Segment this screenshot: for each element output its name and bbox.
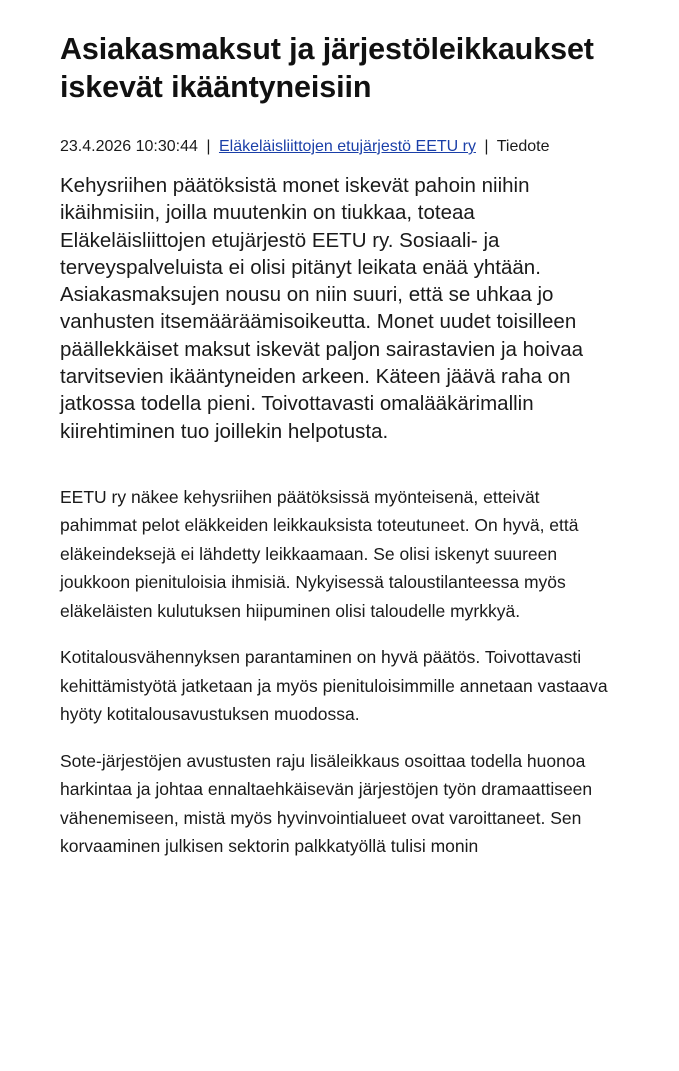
body-paragraph: Kotitalousvähennyksen parantaminen on hyvä päätös. Toivottavasti kehittämistyötä jatketaan ja myös pienituloisimmille annetaan vastaava hyöty kotitalousavustuksen muodossa. bbox=[60, 647, 608, 725]
body-paragraph: EETU ry näkee kehysriihen päätöksissä myönteisenä, etteivät pahimmat pelot eläkkeiden leikkauksista toteutuneet. On hyvä, että eläkeindeksejä ei lähdetty leikkaamaan. Se olisi iskenyt suureen joukkoon pienituloisia ihmisiä. Nykyisessä taloustilanteessa myös eläkeläisten kulutuksen hiipuminen olisi taloudelle myrkkyä. bbox=[60, 486, 579, 621]
meta-separator: | bbox=[484, 138, 489, 155]
article-meta bbox=[60, 136, 621, 158]
publish-datetime: 23.4.2026 10:30:44 bbox=[60, 138, 198, 155]
release-type: Tiedote bbox=[496, 138, 550, 155]
source-organization-link[interactable]: Eläkeläisliittojen etujärjestö EETU ry bbox=[218, 138, 476, 155]
body-paragraph: Sote-järjestöjen avustusten raju lisäleikkaus osoittaa todella huonoa harkintaa ja johtaa ennaltaehkäisevän järjestöjen työn dramaattiseen vähenemiseen, mistä myös hyvinvointialueet ovat varoittaneet. Sen korvaaminen julkisen sektorin palkkatyöllä tulisi monin bbox=[60, 750, 593, 857]
meta-separator: | bbox=[206, 138, 211, 155]
article-lead: Kehysriihen päätöksistä monet iskevät pahoin niihin ikäihmisiin, joilla muutenkin on tiukkaa, toteaa Eläkeläisliittojen etujärjestö EETU ry. Sosiaali- ja terveyspalveluista ei olisi pitänyt leikata enää yhtään. Asiakasmaksujen nousu on niin suuri, että se uhkaa jo vanhusten itsemääräämisoikeutta. Monet uudet toisilleen päällekkäiset maksut iskevät paljon sairastavien ja hoivaa tarvitsevien ikääntyneiden arkeen. Käteen jäävä raha on jatkossa todella pieni. Toivottavasti omalääkärimallin kiirehtiminen tuo joillekin helpotusta. bbox=[60, 174, 584, 443]
article-title: Asiakasmaksut ja järjestöleikkaukset iskevät ikääntyneisiin bbox=[60, 32, 594, 104]
